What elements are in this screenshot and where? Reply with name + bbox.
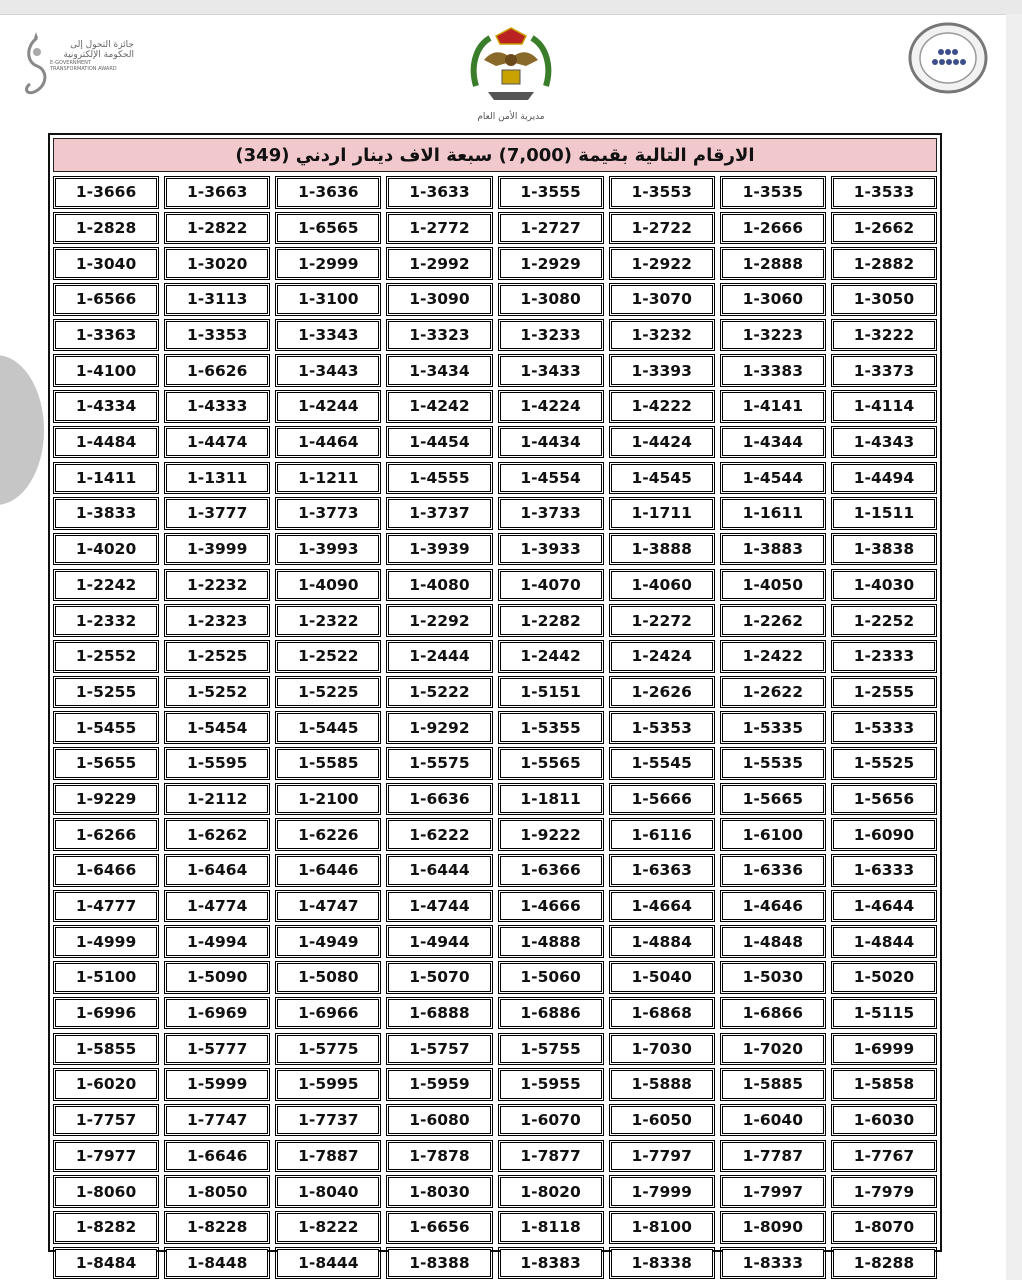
number-cell: 1-3343 — [277, 321, 379, 350]
number-cell: 1-8383 — [500, 1249, 602, 1278]
number-cell: 1-5955 — [500, 1070, 602, 1099]
number-cell: 1-8282 — [55, 1213, 157, 1242]
number-cell: 1-6222 — [388, 820, 490, 849]
number-cell: 1-2822 — [166, 214, 268, 243]
number-cell: 1-1211 — [277, 464, 379, 493]
award-name-line3: E-GOVERNMENT — [50, 60, 91, 66]
number-cell: 1-4050 — [722, 571, 824, 600]
table-title: الارقام التالية بقيمة (7,000) سبعة الاف دينار اردني (349) — [53, 138, 937, 172]
number-cell: 1-3533 — [833, 178, 935, 207]
number-cell: 1-3663 — [166, 178, 268, 207]
number-cell: 1-6080 — [388, 1106, 490, 1135]
number-cell: 1-7767 — [833, 1142, 935, 1171]
number-cell: 1-6116 — [611, 820, 713, 849]
number-cell: 1-4020 — [55, 535, 157, 564]
number-cell: 1-4454 — [388, 428, 490, 457]
number-cell: 1-2888 — [722, 249, 824, 278]
number-cell: 1-6565 — [277, 214, 379, 243]
number-cell: 1-8288 — [833, 1249, 935, 1278]
number-cell: 1-4994 — [166, 927, 268, 956]
number-cell: 1-8338 — [611, 1249, 713, 1278]
stars-badge-icon — [907, 22, 989, 94]
number-cell: 1-2100 — [277, 785, 379, 814]
number-cell: 1-4343 — [833, 428, 935, 457]
number-cell: 1-8388 — [388, 1249, 490, 1278]
number-cell: 1-4949 — [277, 927, 379, 956]
number-cell: 1-4333 — [166, 392, 268, 421]
top-window-strip — [0, 0, 1022, 15]
number-cell: 1-5775 — [277, 1035, 379, 1064]
number-cell: 1-4888 — [500, 927, 602, 956]
number-cell: 1-4244 — [277, 392, 379, 421]
number-cell: 1-3535 — [722, 178, 824, 207]
number-cell: 1-5565 — [500, 749, 602, 778]
number-cell: 1-3113 — [166, 285, 268, 314]
number-cell: 1-2999 — [277, 249, 379, 278]
number-cell: 1-3383 — [722, 356, 824, 385]
number-cell: 1-3553 — [611, 178, 713, 207]
number-cell: 1-4464 — [277, 428, 379, 457]
number-cell: 1-3222 — [833, 321, 935, 350]
number-cell: 1-2112 — [166, 785, 268, 814]
number-cell: 1-6464 — [166, 856, 268, 885]
number-cell: 1-5545 — [611, 749, 713, 778]
number-cell: 1-2282 — [500, 606, 602, 635]
number-cell: 1-5355 — [500, 713, 602, 742]
number-cell: 1-5090 — [166, 963, 268, 992]
number-cell: 1-3737 — [388, 499, 490, 528]
number-cell: 1-5575 — [388, 749, 490, 778]
number-cell: 1-5999 — [166, 1070, 268, 1099]
number-cell: 1-2252 — [833, 606, 935, 635]
number-cell: 1-2422 — [722, 642, 824, 671]
number-cell: 1-3777 — [166, 499, 268, 528]
number-cell: 1-4242 — [388, 392, 490, 421]
number-cell: 1-2722 — [611, 214, 713, 243]
number-cell: 1-5060 — [500, 963, 602, 992]
egov-award-logo — [22, 28, 134, 100]
number-cell: 1-3323 — [388, 321, 490, 350]
number-cell: 1-4544 — [722, 464, 824, 493]
number-cell: 1-6626 — [166, 356, 268, 385]
number-cell: 1-3353 — [166, 321, 268, 350]
number-cell: 1-2292 — [388, 606, 490, 635]
number-cell: 1-3232 — [611, 321, 713, 350]
number-cell: 1-3040 — [55, 249, 157, 278]
number-cell: 1-6866 — [722, 999, 824, 1028]
number-cell: 1-3020 — [166, 249, 268, 278]
number-cell: 1-2929 — [500, 249, 602, 278]
number-cell: 1-5655 — [55, 749, 157, 778]
number-cell: 1-3733 — [500, 499, 602, 528]
number-cell: 1-2828 — [55, 214, 157, 243]
number-cell: 1-3060 — [722, 285, 824, 314]
number-cell: 1-7977 — [55, 1142, 157, 1171]
number-cell: 1-6646 — [166, 1142, 268, 1171]
number-cell: 1-4141 — [722, 392, 824, 421]
number-cell: 1-4334 — [55, 392, 157, 421]
number-cell: 1-6333 — [833, 856, 935, 885]
number-cell: 1-7999 — [611, 1177, 713, 1206]
number-cell: 1-6444 — [388, 856, 490, 885]
number-cell: 1-4844 — [833, 927, 935, 956]
number-cell: 1-5115 — [833, 999, 935, 1028]
number-cell: 1-5454 — [166, 713, 268, 742]
number-cell: 1-8020 — [500, 1177, 602, 1206]
number-cell: 1-5755 — [500, 1035, 602, 1064]
number-cell: 1-3773 — [277, 499, 379, 528]
number-cell: 1-2662 — [833, 214, 935, 243]
number-cell: 1-4646 — [722, 892, 824, 921]
number-cell: 1-6886 — [500, 999, 602, 1028]
number-cell: 1-4424 — [611, 428, 713, 457]
number-cell: 1-9222 — [500, 820, 602, 849]
number-cell: 1-3223 — [722, 321, 824, 350]
number-cell: 1-5888 — [611, 1070, 713, 1099]
number-cell: 1-1511 — [833, 499, 935, 528]
number-cell: 1-3233 — [500, 321, 602, 350]
number-cell: 1-1611 — [722, 499, 824, 528]
number-cell: 1-3555 — [500, 178, 602, 207]
number-cell: 1-5665 — [722, 785, 824, 814]
number-cell: 1-5255 — [55, 678, 157, 707]
number-cell: 1-3070 — [611, 285, 713, 314]
number-cell: 1-2727 — [500, 214, 602, 243]
security-directorate-caption: مديرية الأمن العام — [477, 112, 545, 122]
number-cell: 1-3933 — [500, 535, 602, 564]
number-cell: 1-5445 — [277, 713, 379, 742]
number-cell: 1-3080 — [500, 285, 602, 314]
number-cell: 1-5595 — [166, 749, 268, 778]
number-cell: 1-2992 — [388, 249, 490, 278]
number-cell: 1-5100 — [55, 963, 157, 992]
number-cell: 1-2333 — [833, 642, 935, 671]
number-cell: 1-3999 — [166, 535, 268, 564]
number-cell: 1-3939 — [388, 535, 490, 564]
number-cell: 1-7747 — [166, 1106, 268, 1135]
number-cell: 1-8118 — [500, 1213, 602, 1242]
number-cell: 1-5222 — [388, 678, 490, 707]
number-cell: 1-6226 — [277, 820, 379, 849]
circular-badge-logo — [907, 22, 989, 94]
award-name-line4: TRANSFORMATION AWARD — [50, 66, 117, 72]
number-cell: 1-2882 — [833, 249, 935, 278]
number-cell: 1-6466 — [55, 856, 157, 885]
number-cell: 1-3100 — [277, 285, 379, 314]
number-cell: 1-6966 — [277, 999, 379, 1028]
number-cell: 1-5535 — [722, 749, 824, 778]
number-cell: 1-3633 — [388, 178, 490, 207]
number-cell: 1-5252 — [166, 678, 268, 707]
number-cell: 1-4944 — [388, 927, 490, 956]
number-cell: 1-3636 — [277, 178, 379, 207]
number-cell: 1-5995 — [277, 1070, 379, 1099]
number-cell: 1-7030 — [611, 1035, 713, 1064]
number-cell: 1-5959 — [388, 1070, 490, 1099]
number-cell: 1-2626 — [611, 678, 713, 707]
number-cell: 1-5151 — [500, 678, 602, 707]
number-cell: 1-5353 — [611, 713, 713, 742]
number-cell: 1-8484 — [55, 1249, 157, 1278]
number-cell: 1-3888 — [611, 535, 713, 564]
number-cell: 1-6030 — [833, 1106, 935, 1135]
number-cell: 1-2272 — [611, 606, 713, 635]
number-cell: 1-4545 — [611, 464, 713, 493]
number-cell: 1-4070 — [500, 571, 602, 600]
number-cell: 1-4100 — [55, 356, 157, 385]
number-cell: 1-1711 — [611, 499, 713, 528]
number-cell: 1-5855 — [55, 1035, 157, 1064]
number-cell: 1-6566 — [55, 285, 157, 314]
number-cell: 1-8040 — [277, 1177, 379, 1206]
number-cell: 1-5020 — [833, 963, 935, 992]
number-cell: 1-8070 — [833, 1213, 935, 1242]
number-cell: 1-5335 — [722, 713, 824, 742]
number-cell: 1-5585 — [277, 749, 379, 778]
number-cell: 1-6262 — [166, 820, 268, 849]
number-cell: 1-4222 — [611, 392, 713, 421]
number-cell: 1-3393 — [611, 356, 713, 385]
number-cell: 1-5777 — [166, 1035, 268, 1064]
side-floating-button[interactable] — [0, 355, 44, 505]
number-cell: 1-3833 — [55, 499, 157, 528]
number-cell: 1-2622 — [722, 678, 824, 707]
number-cell: 1-3090 — [388, 285, 490, 314]
number-cell: 1-1811 — [500, 785, 602, 814]
number-cell: 1-6999 — [833, 1035, 935, 1064]
number-cell: 1-5333 — [833, 713, 935, 742]
number-cell: 1-6636 — [388, 785, 490, 814]
award-emblem-icon — [22, 28, 52, 100]
number-cell: 1-3883 — [722, 535, 824, 564]
number-cell: 1-2322 — [277, 606, 379, 635]
number-cell: 1-7878 — [388, 1142, 490, 1171]
number-cell: 1-2262 — [722, 606, 824, 635]
number-cell: 1-3050 — [833, 285, 935, 314]
number-cell: 1-4554 — [500, 464, 602, 493]
number-cell: 1-5080 — [277, 963, 379, 992]
number-cell: 1-5040 — [611, 963, 713, 992]
number-cell: 1-6336 — [722, 856, 824, 885]
number-cell: 1-6050 — [611, 1106, 713, 1135]
number-cell: 1-7020 — [722, 1035, 824, 1064]
award-name-line2: الحكومة الإلكترونية — [63, 50, 134, 60]
number-cell: 1-6266 — [55, 820, 157, 849]
public-security-logo — [466, 26, 556, 122]
number-cell: 1-4030 — [833, 571, 935, 600]
number-cell: 1-2442 — [500, 642, 602, 671]
number-cell: 1-7997 — [722, 1177, 824, 1206]
number-cell: 1-7979 — [833, 1177, 935, 1206]
number-cell: 1-3838 — [833, 535, 935, 564]
number-cell: 1-2666 — [722, 214, 824, 243]
number-cell: 1-8333 — [722, 1249, 824, 1278]
number-cell: 1-3993 — [277, 535, 379, 564]
number-cell: 1-4484 — [55, 428, 157, 457]
number-cell: 1-7887 — [277, 1142, 379, 1171]
number-cell: 1-4434 — [500, 428, 602, 457]
number-cell: 1-2555 — [833, 678, 935, 707]
number-cell: 1-7877 — [500, 1142, 602, 1171]
number-cell: 1-8222 — [277, 1213, 379, 1242]
number-cell: 1-3666 — [55, 178, 157, 207]
number-cell: 1-6996 — [55, 999, 157, 1028]
number-cell: 1-8448 — [166, 1249, 268, 1278]
number-cell: 1-4080 — [388, 571, 490, 600]
number-cell: 1-6090 — [833, 820, 935, 849]
right-scroll-strip — [1006, 14, 1022, 1280]
number-cell: 1-3373 — [833, 356, 935, 385]
number-cell: 1-4666 — [500, 892, 602, 921]
number-cell: 1-2424 — [611, 642, 713, 671]
number-cell: 1-6868 — [611, 999, 713, 1028]
number-cell: 1-6366 — [500, 856, 602, 885]
number-cell: 1-6969 — [166, 999, 268, 1028]
number-cell: 1-4884 — [611, 927, 713, 956]
number-cell: 1-7757 — [55, 1106, 157, 1135]
number-cell: 1-6100 — [722, 820, 824, 849]
number-cell: 1-5666 — [611, 785, 713, 814]
number-cell: 1-4114 — [833, 392, 935, 421]
number-cell: 1-3363 — [55, 321, 157, 350]
number-cell: 1-4744 — [388, 892, 490, 921]
number-cell: 1-4224 — [500, 392, 602, 421]
number-cell: 1-5455 — [55, 713, 157, 742]
number-cell: 1-8100 — [611, 1213, 713, 1242]
number-cell: 1-9292 — [388, 713, 490, 742]
number-cell: 1-3443 — [277, 356, 379, 385]
number-cell: 1-2552 — [55, 642, 157, 671]
number-cell: 1-6888 — [388, 999, 490, 1028]
number-cell: 1-6446 — [277, 856, 379, 885]
number-cell: 1-8060 — [55, 1177, 157, 1206]
number-cell: 1-9229 — [55, 785, 157, 814]
number-cell: 1-2232 — [166, 571, 268, 600]
number-cell: 1-4344 — [722, 428, 824, 457]
number-cell: 1-5656 — [833, 785, 935, 814]
number-cell: 1-8228 — [166, 1213, 268, 1242]
number-cell: 1-2922 — [611, 249, 713, 278]
number-cell: 1-5757 — [388, 1035, 490, 1064]
number-cell: 1-6656 — [388, 1213, 490, 1242]
number-cell: 1-2772 — [388, 214, 490, 243]
number-cell: 1-7787 — [722, 1142, 824, 1171]
number-cell: 1-7797 — [611, 1142, 713, 1171]
number-cell: 1-4060 — [611, 571, 713, 600]
number-cell: 1-1411 — [55, 464, 157, 493]
number-cell: 1-2323 — [166, 606, 268, 635]
number-cell: 1-4555 — [388, 464, 490, 493]
number-cell: 1-5030 — [722, 963, 824, 992]
number-cell: 1-3434 — [388, 356, 490, 385]
number-cell: 1-4999 — [55, 927, 157, 956]
number-cell: 1-2444 — [388, 642, 490, 671]
number-cell: 1-4747 — [277, 892, 379, 921]
number-cell: 1-6363 — [611, 856, 713, 885]
number-cell: 1-4474 — [166, 428, 268, 457]
number-cell: 1-4777 — [55, 892, 157, 921]
number-cell: 1-5070 — [388, 963, 490, 992]
number-cell: 1-4644 — [833, 892, 935, 921]
number-cell: 1-4848 — [722, 927, 824, 956]
number-cell: 1-2332 — [55, 606, 157, 635]
number-cell: 1-3433 — [500, 356, 602, 385]
number-cell: 1-2525 — [166, 642, 268, 671]
number-cell: 1-6040 — [722, 1106, 824, 1135]
eagle-crest-icon — [466, 26, 556, 108]
plate-numbers-table — [48, 133, 942, 1272]
number-cell: 1-5885 — [722, 1070, 824, 1099]
number-cell: 1-4774 — [166, 892, 268, 921]
number-cell: 1-4664 — [611, 892, 713, 921]
number-cell: 1-5225 — [277, 678, 379, 707]
number-cell: 1-8050 — [166, 1177, 268, 1206]
number-cell: 1-1311 — [166, 464, 268, 493]
number-cell: 1-2522 — [277, 642, 379, 671]
number-cell: 1-4090 — [277, 571, 379, 600]
number-cell: 1-2242 — [55, 571, 157, 600]
number-cell: 1-8030 — [388, 1177, 490, 1206]
award-name-line1: جائزة التحول إلى — [70, 40, 134, 50]
number-cell: 1-4494 — [833, 464, 935, 493]
numbers-grid — [53, 176, 937, 1279]
number-cell: 1-8090 — [722, 1213, 824, 1242]
number-cell: 1-8444 — [277, 1249, 379, 1278]
number-cell: 1-5525 — [833, 749, 935, 778]
number-cell: 1-6070 — [500, 1106, 602, 1135]
number-cell: 1-6020 — [55, 1070, 157, 1099]
number-cell: 1-7737 — [277, 1106, 379, 1135]
number-cell: 1-5858 — [833, 1070, 935, 1099]
